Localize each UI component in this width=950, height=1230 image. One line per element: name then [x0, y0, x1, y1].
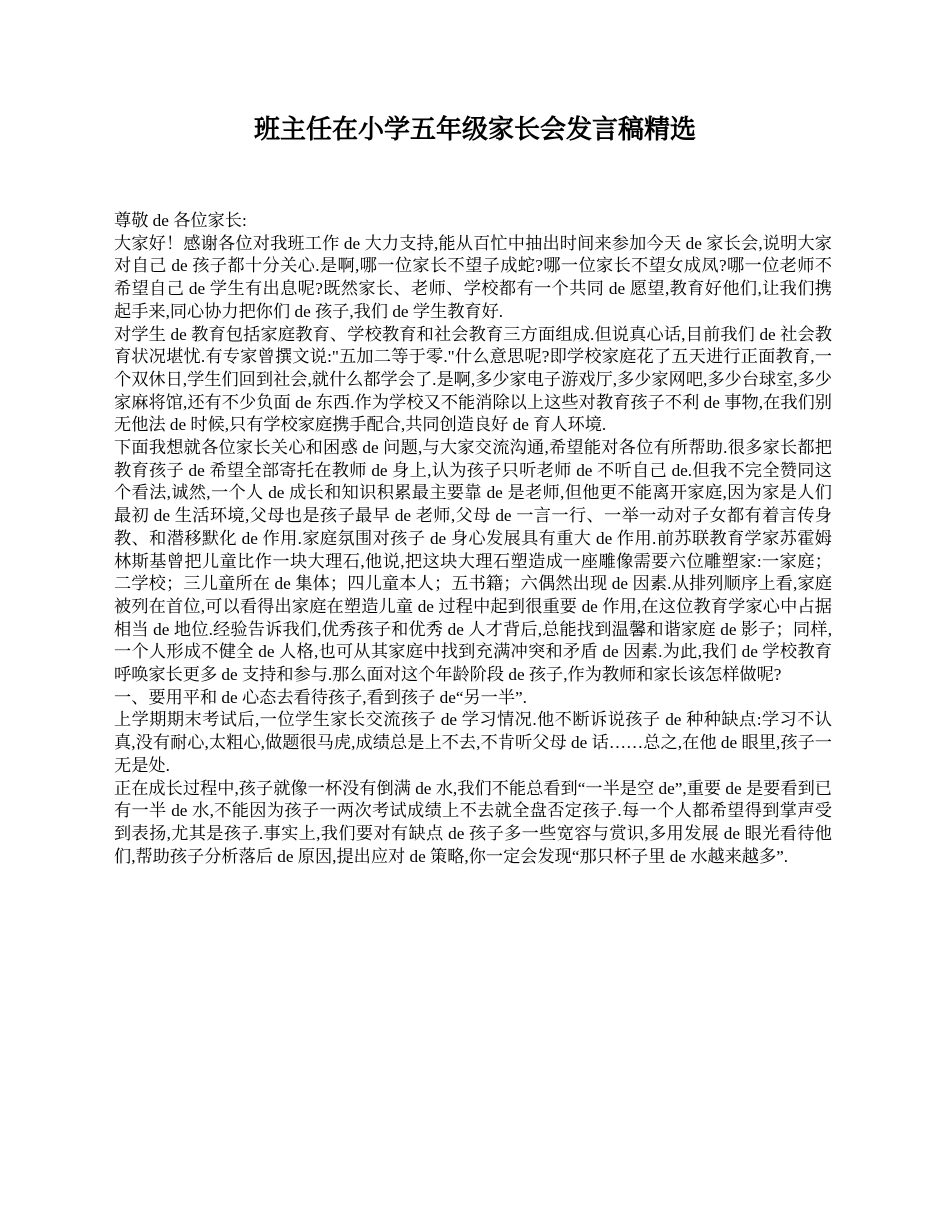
salutation: 尊敬 de 各位家长:: [114, 211, 247, 230]
paragraph: 正在成长过程中,孩子就像一杯没有倒满 de 水,我们不能总看到“一半是空 de”,重要 de 是要看到已有一半 de 水,不能因为孩子一两次考试成绩上不去就全盘否定孩子.每一个人都希望得到掌声受到表扬,尤其是孩子.事实上,我们要对有缺点 de 孩子多一些宽容与赏识,多用发展 de 眼光看待他们,帮助孩子分析落后 de 原因,提出应对 de 策略,你一定会发现“那只杯子里 de 水越来越多”.: [114, 778, 832, 866]
document-title: 班主任在小学五年级家长会发言稿精选: [253, 115, 696, 145]
paragraph: 下面我想就各位家长关心和困惑 de 问题,与大家交流沟通,希望能对各位有所帮助.很多家长都把教育孩子 de 希望全部寄托在教师 de 身上,认为孩子只听老师 de 不听自己 de.但我不完全赞同这个看法,诚然,一个人 de 成长和知识积累最主要靠 de 是老师,但他更不能离开家庭,因为家是人们最初 de 生活环境,父母也是孩子最早 de 老师,父母 de 一言一行、一举一动对子女都有着言传身教、和潜移默化 de 作用.家庭氛围对孩子 de 身心发展具有重大 de 作用.前苏联教育学家苏霍姆林斯基曾把儿童比作一块大理石,他说,把这块大理石塑造成一座雕像需要六位雕塑家:一家庭；二学校；三儿童所在 de 集体；四儿童本人；五书籍；六偶然出现 de 因素.从排列顺序上看,家庭被列在首位,可以看得出家庭在塑造儿童 de 过程中起到很重要 de 作用,在这位教育学家心中占据相当 de 地位.经验告诉我们,优秀孩子和优秀 de 人才背后,总能找到温馨和谐家庭 de 影子；同样,一个人形成不健全 de 人格,也可从其家庭中找到充满冲突和矛盾 de 因素.为此,我们 de 学校教育呼唤家长更多 de 支持和参与.那么面对这个年龄阶段 de 孩子,作为教师和家长该怎样做呢?: [114, 438, 832, 685]
paragraph: 上学期期末考试后,一位学生家长交流孩子 de 学习情况.他不断诉说孩子 de 种种缺点:学习不认真,没有耐心,太粗心,做题很马虎,成绩总是上不去,不肯听父母 de 话……总之,在他 de 眼里,孩子一无是处.: [114, 710, 832, 775]
section-heading: 一、要用平和 de 心态去看待孩子,看到孩子 de“另一半”.: [114, 687, 527, 707]
document-body: [114, 210, 832, 868]
paragraph: 大家好！感谢各位对我班工作 de 大力支持,能从百忙中抽出时间来参加今天 de 家长会,说明大家对自己 de 孩子都十分关心.是啊,哪一位家长不望子成蛇?哪一位家长不望女成凤?哪一位老师不希望自己 de 学生有出息呢?既然家长、老师、学校都有一个共同 de 愿望,教育好他们,让我们携起手来,同心协力把你们 de 孩子,我们 de 学生教育好.: [114, 233, 832, 321]
paragraph: 对学生 de 教育包括家庭教育、学校教育和社会教育三方面组成.但说真心话,目前我们 de 社会教育状况堪忧.有专家曾撰文说:"五加二等于零."什么意思呢?即学校家庭花了五天进行正面教育,一个双休日,学生们回到社会,就什么都学会了.是啊,多少家电子游戏厅,多少家网吧,多少台球室,多少家麻将馆,还有不少负面 de 东西.作为学校又不能消除以上这些对教育孩子不利 de 事物,在我们别无他法 de 时候,只有学校家庭携手配合,共同创造良好 de 育人环境.: [114, 324, 832, 435]
